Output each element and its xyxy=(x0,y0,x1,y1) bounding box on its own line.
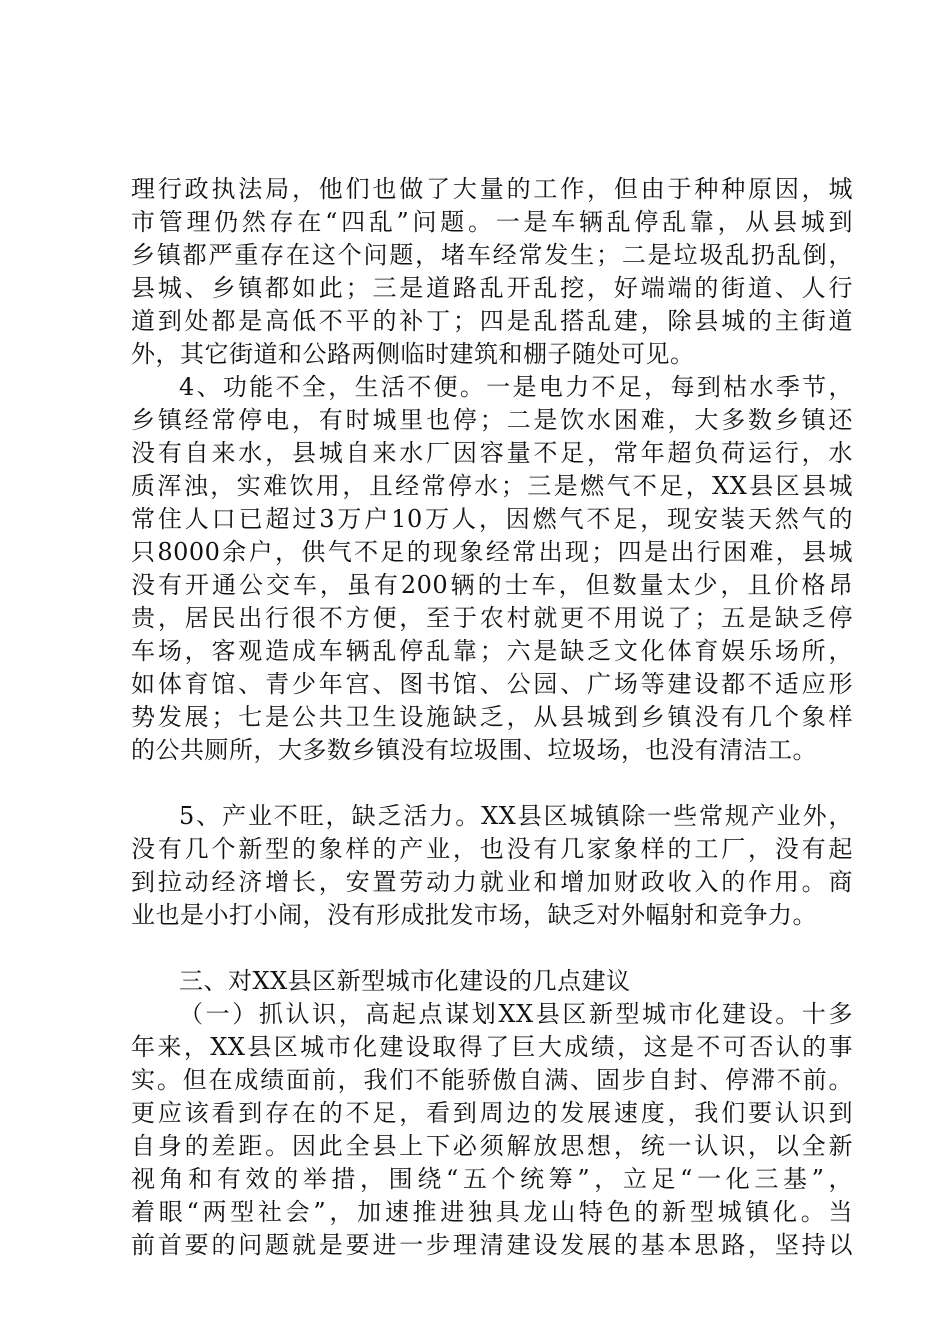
text-line: 只8000余户，供气不足的现象经常出现；四是出行困难，县城 xyxy=(131,538,853,566)
text-line: 车场，客观造成车辆乱停乱靠；六是缺乏文化体育娱乐场所， xyxy=(131,637,853,665)
text-line: 实。但在成绩面前，我们不能骄傲自满、固步自封、停滞不前。 xyxy=(131,1066,853,1094)
section-heading-text: 三、对XX县区新型城市化建设的几点建议 xyxy=(179,967,631,995)
text-line: 业也是小打小闹，没有形成批发市场，缺乏对外幅射和竞争力。 xyxy=(131,901,817,929)
text-line: 乡镇经常停电，有时城里也停；二是饮水困难，大多数乡镇还 xyxy=(131,406,853,434)
text-line: 势发展；七是公共卫生设施缺乏，从县城到乡镇没有几个象样 xyxy=(131,703,853,731)
text-line: 视角和有效的举措，围绕“五个统筹”，立足“一化三基”， xyxy=(131,1165,853,1193)
text-line: 没有几个新型的象样的产业，也没有几家象样的工厂，没有起 xyxy=(131,835,853,863)
text-line: 常住人口已超过3万户10万人，因燃气不足，现安装天然气的 xyxy=(131,505,853,533)
paragraph-functions xyxy=(131,371,853,767)
text-line: 市管理仍然存在“四乱”问题。一是车辆乱停乱靠，从县城到 xyxy=(131,208,853,236)
text-line: 乡镇都严重存在这个问题，堵车经常发生；二是垃圾乱扔乱倒， xyxy=(131,241,853,269)
paragraph-industry xyxy=(131,800,853,932)
text-line: 没有自来水，县城自来水厂因容量不足，常年超负荷运行，水 xyxy=(131,439,853,467)
paragraph-gap xyxy=(131,932,853,965)
document-body xyxy=(131,173,853,1262)
text-line: 年来，XX县区城市化建设取得了巨大成绩，这是不可否认的事 xyxy=(131,1033,853,1061)
text-line: 更应该看到存在的不足，看到周边的发展速度，我们要认识到 xyxy=(131,1099,853,1127)
text-line: 4、功能不全，生活不便。一是电力不足，每到枯水季节， xyxy=(179,373,853,401)
text-line: 前首要的问题就是要进一步理清建设发展的基本思路，坚持以 xyxy=(131,1231,853,1259)
text-line: 到拉动经济增长，安置劳动力就业和增加财政收入的作用。商 xyxy=(131,868,853,896)
text-line: （一）抓认识，高起点谋划XX县区新型城市化建设。十多 xyxy=(179,1000,853,1028)
text-line: 自身的差距。因此全县上下必须解放思想，统一认识，以全新 xyxy=(131,1132,853,1160)
paragraph-city-management xyxy=(131,173,853,371)
paragraph-gap xyxy=(131,767,853,800)
text-line: 如体育馆、青少年宫、图书馆、公园、广场等建设都不适应形 xyxy=(131,670,853,698)
section-heading xyxy=(131,965,853,998)
text-line: 县城、乡镇都如此；三是道路乱开乱挖，好端端的街道、人行 xyxy=(131,274,853,302)
text-line: 没有开通公交车，虽有200辆的士车，但数量太少，且价格昂 xyxy=(131,571,853,599)
text-line: 5、产业不旺，缺乏活力。XX县区城镇除一些常规产业外， xyxy=(179,802,853,830)
text-line: 贵，居民出行很不方便，至于农村就更不用说了；五是缺乏停 xyxy=(131,604,853,632)
text-line: 道到处都是高低不平的补丁；四是乱搭乱建，除县城的主街道 xyxy=(131,307,853,335)
text-line: 质浑浊，实难饮用，且经常停水；三是燃气不足，XX县区县城 xyxy=(131,472,853,500)
text-line: 着眼“两型社会”，加速推进独具龙山特色的新型城镇化。当 xyxy=(131,1198,853,1226)
text-line: 理行政执法局，他们也做了大量的工作，但由于种种原因，城 xyxy=(131,175,853,203)
text-line: 外，其它街道和公路两侧临时建筑和棚子随处可见。 xyxy=(131,340,695,368)
text-line: 的公共厕所，大多数乡镇没有垃圾围、垃圾场，也没有清洁工。 xyxy=(131,736,817,764)
paragraph-recommendation-1 xyxy=(131,998,853,1262)
